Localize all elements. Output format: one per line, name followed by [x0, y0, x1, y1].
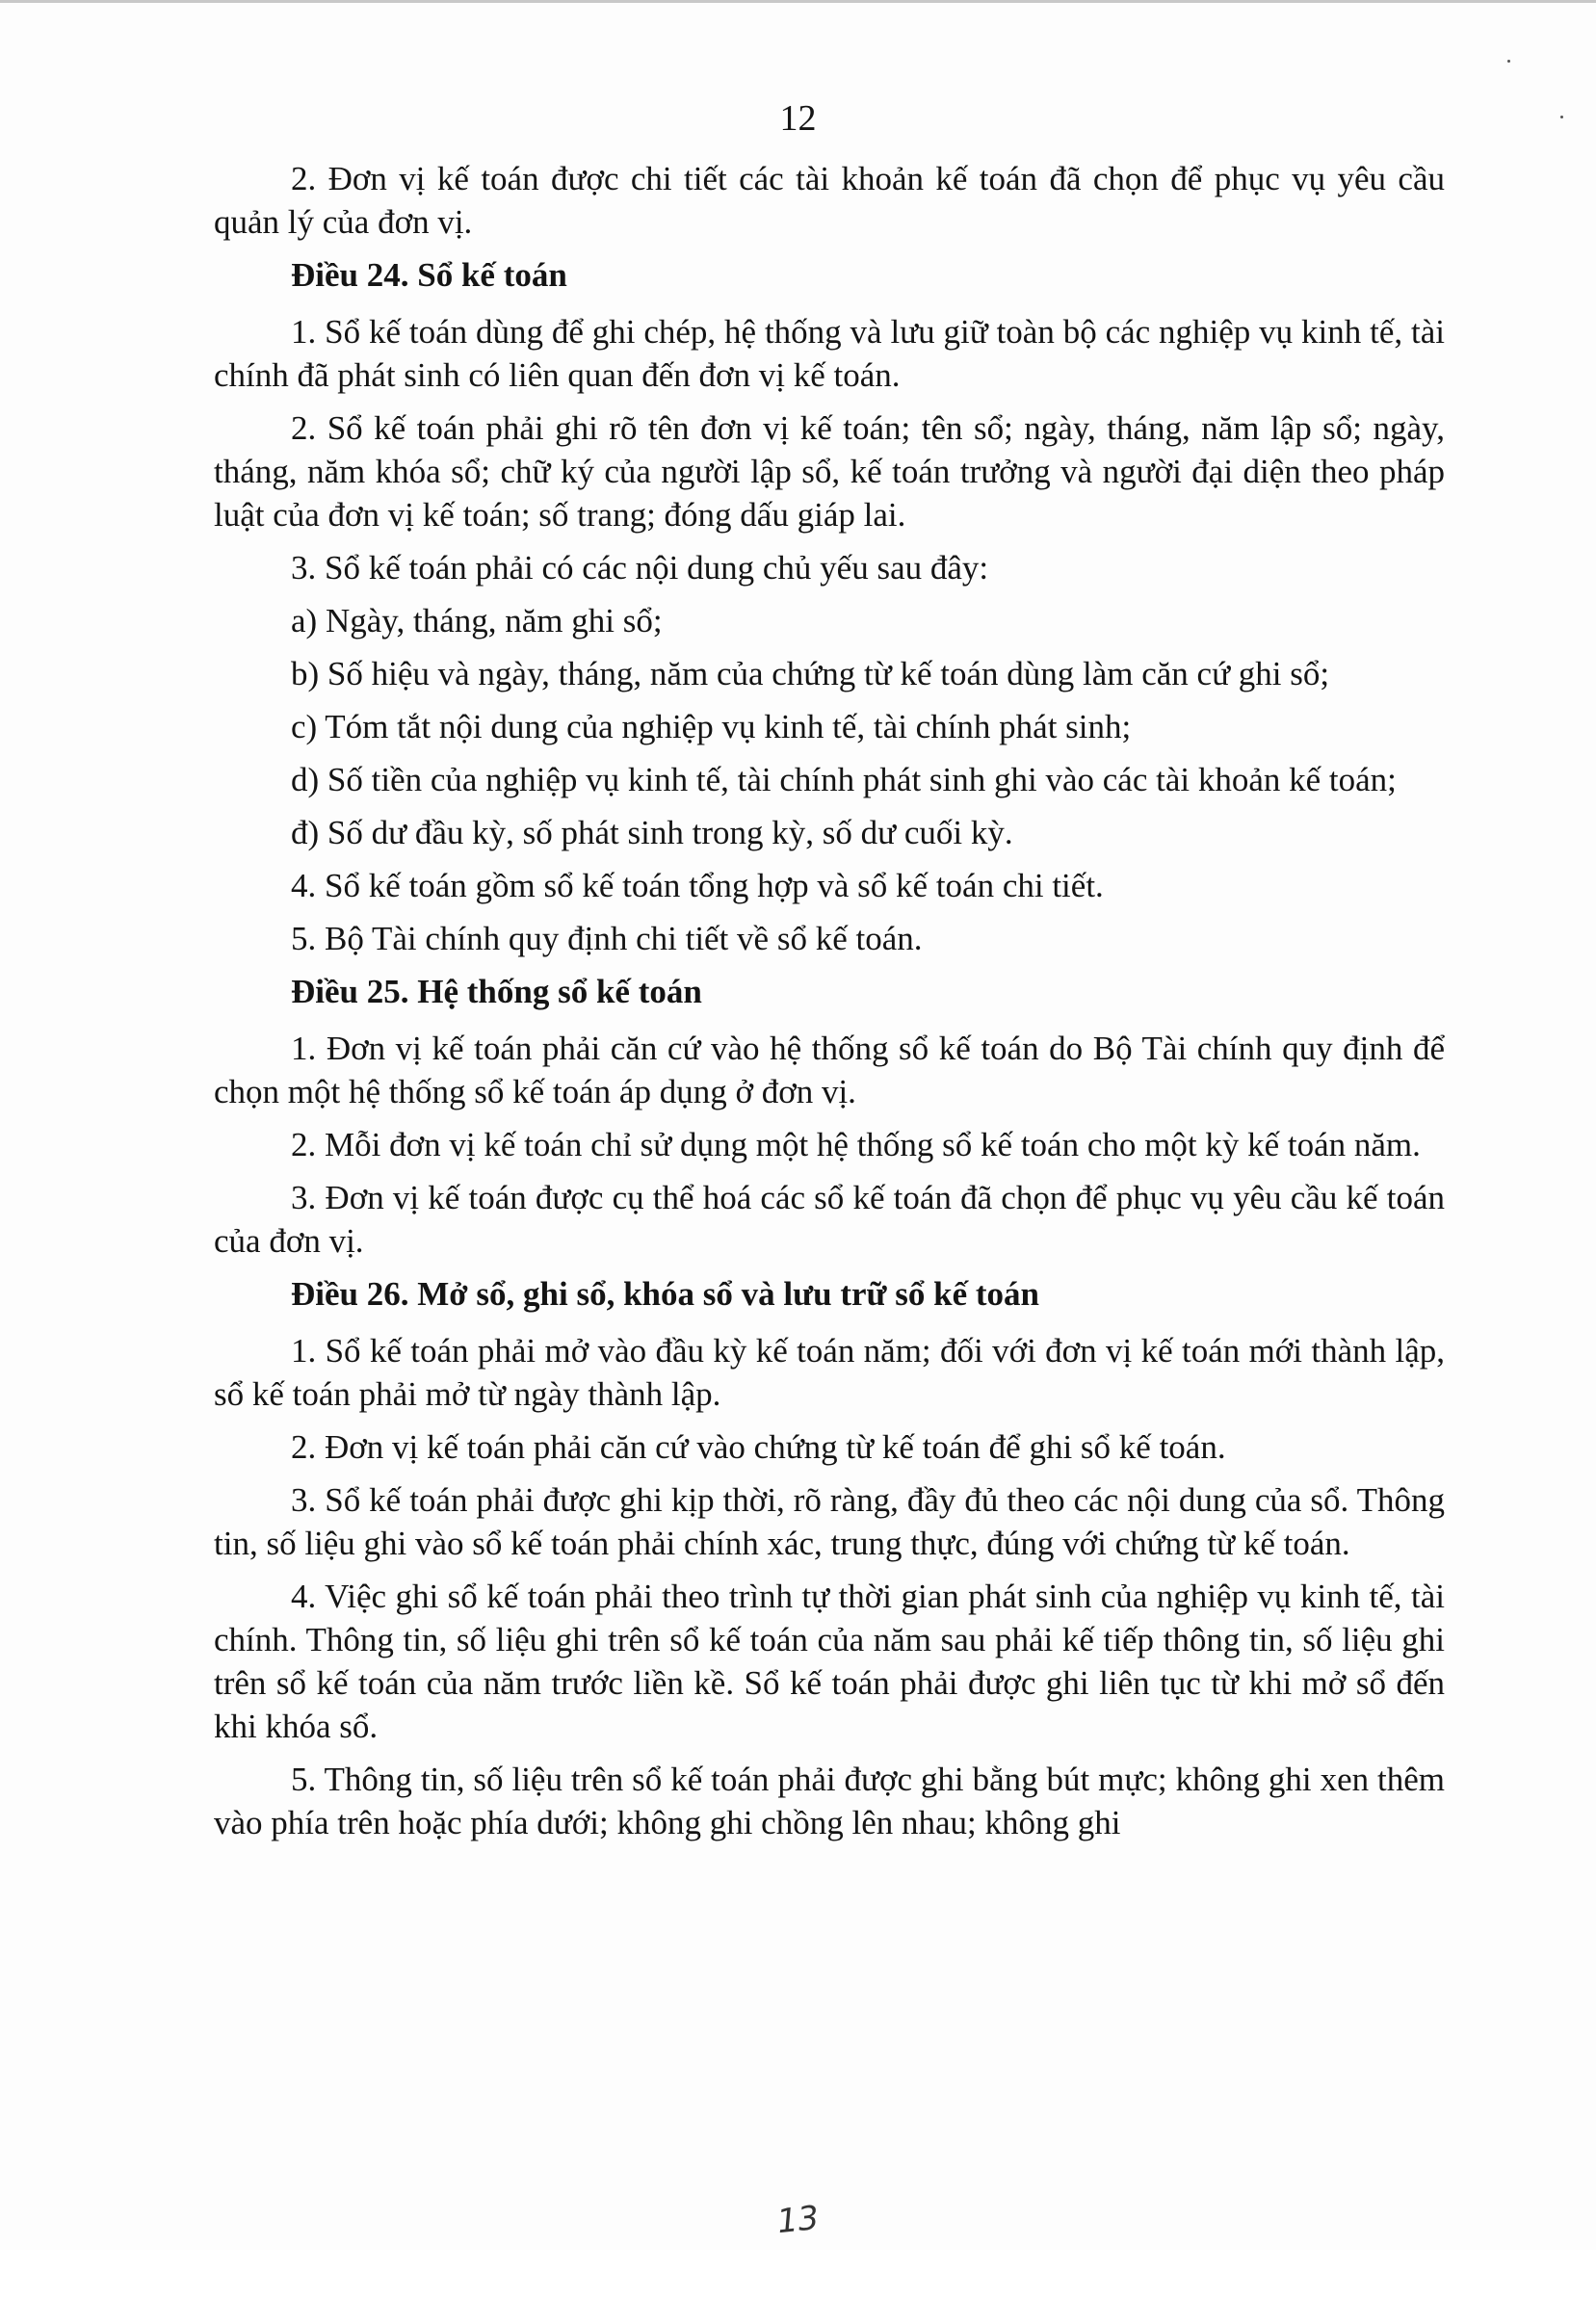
- paragraph: 2. Đơn vị kế toán được chi tiết các tài khoản kế toán đã chọn để phục vụ yêu cầu quản lý của đơn vị.: [214, 160, 1445, 241]
- list-item: d) Số tiền của nghiệp vụ kinh tế, tài chính phát sinh ghi vào các tài khoản kế toán;: [291, 761, 1397, 798]
- list-item: c) Tóm tắt nội dung của nghiệp vụ kinh tế, tài chính phát sinh;: [291, 708, 1132, 745]
- article-heading-24: Điều 24. Sổ kế toán: [291, 256, 567, 294]
- list-item: a) Ngày, tháng, năm ghi sổ;: [291, 602, 663, 639]
- scan-speck: [1507, 60, 1510, 63]
- paragraph: 2. Sổ kế toán phải ghi rõ tên đơn vị kế toán; tên sổ; ngày, tháng, năm lập sổ; ngày, tháng, năm khóa sổ; chữ ký của người lập sổ, kế toán trưởng và người đại diện theo pháp luật của đơn vị kế toán; số trang; đóng dấu giáp lai.: [214, 409, 1445, 534]
- paragraph: 5. Bộ Tài chính quy định chi tiết về sổ kế toán.: [291, 920, 923, 957]
- paragraph: 3. Sổ kế toán phải có các nội dung chủ yếu sau đây:: [291, 549, 989, 587]
- paragraph: 5. Thông tin, số liệu trên sổ kế toán phải được ghi bằng bút mực; không ghi xen thêm vào phía trên hoặc phía dưới; không ghi chồng lên nhau; không ghi: [214, 1761, 1445, 1841]
- paragraph: 2. Đơn vị kế toán phải căn cứ vào chứng từ kế toán để ghi sổ kế toán.: [291, 1428, 1226, 1466]
- paragraph: 3. Sổ kế toán phải được ghi kịp thời, rõ ràng, đầy đủ theo các nội dung của sổ. Thông tin, số liệu ghi vào sổ kế toán phải chính xác, trung thực, đúng với chứng từ kế toán.: [214, 1481, 1445, 1562]
- paragraph: 4. Việc ghi sổ kế toán phải theo trình tự thời gian phát sinh của nghiệp vụ kinh tế, tài chính. Thông tin, số liệu ghi trên sổ kế toán của năm sau phải kế tiếp thông tin, số liệu ghi trên sổ kế toán của năm trước liền kề. Sổ kế toán phải được ghi liên tục từ khi mở sổ đến khi khóa sổ.: [214, 1578, 1445, 1745]
- paragraph: 4. Sổ kế toán gồm sổ kế toán tổng hợp và sổ kế toán chi tiết.: [291, 867, 1104, 904]
- list-item: b) Số hiệu và ngày, tháng, năm của chứng từ kế toán dùng làm căn cứ ghi sổ;: [291, 655, 1330, 692]
- paragraph: 1. Sổ kế toán dùng để ghi chép, hệ thống và lưu giữ toàn bộ các nghiệp vụ kinh tế, tài chính đã phát sinh có liên quan đến đơn vị kế toán.: [214, 313, 1445, 394]
- page-number: 12: [779, 98, 817, 139]
- handwritten-page-number: 13: [774, 2198, 822, 2242]
- paragraph: 2. Mỗi đơn vị kế toán chỉ sử dụng một hệ thống sổ kế toán cho một kỳ kế toán năm.: [291, 1126, 1421, 1163]
- document-body: [214, 157, 1445, 1854]
- list-item: đ) Số dư đầu kỳ, số phát sinh trong kỳ, số dư cuối kỳ.: [291, 814, 1013, 851]
- article-heading-25: Điều 25. Hệ thống sổ kế toán: [291, 973, 702, 1010]
- paragraph: 1. Sổ kế toán phải mở vào đầu kỳ kế toán năm; đối với đơn vị kế toán mới thành lập, sổ kế toán phải mở từ ngày thành lập.: [214, 1332, 1445, 1413]
- article-heading-26: Điều 26. Mở sổ, ghi sổ, khóa sổ và lưu trữ sổ kế toán: [291, 1275, 1040, 1313]
- paragraph: 3. Đơn vị kế toán được cụ thể hoá các sổ kế toán đã chọn để phục vụ yêu cầu kế toán của đơn vị.: [214, 1179, 1445, 1260]
- scan-top-edge: [0, 0, 1596, 3]
- paragraph: 1. Đơn vị kế toán phải căn cứ vào hệ thống sổ kế toán do Bộ Tài chính quy định để chọn một hệ thống sổ kế toán áp dụng ở đơn vị.: [214, 1030, 1445, 1110]
